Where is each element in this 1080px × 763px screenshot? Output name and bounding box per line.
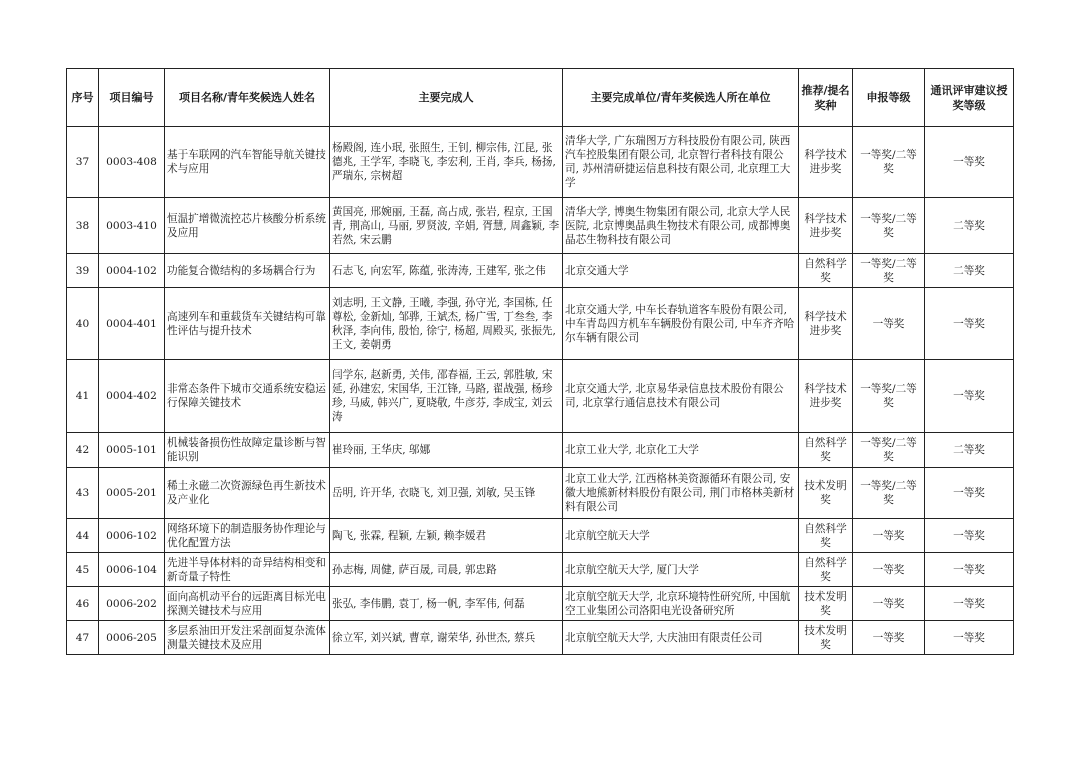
cell-name: 网络环境下的制造服务协作理论与优化配置方法 bbox=[165, 519, 330, 553]
award-table-sheet bbox=[66, 68, 1014, 655]
cell-people: 石志飞, 向宏军, 陈蕴, 张涛涛, 王建军, 张之伟 bbox=[330, 254, 563, 288]
cell-name: 面向高机动平台的远距离目标光电探测关键技术与应用 bbox=[165, 587, 330, 621]
cell-people: 张弘, 李伟鹏, 袁丁, 杨一帆, 李军伟, 何磊 bbox=[330, 587, 563, 621]
table-row bbox=[67, 254, 1014, 288]
cell-code: 0005-101 bbox=[99, 433, 165, 468]
cell-people: 岳明, 许开华, 衣晓飞, 刘卫强, 刘敏, 吴玉锋 bbox=[330, 468, 563, 519]
table-row bbox=[67, 288, 1014, 360]
cell-units: 北京航空航天大学 bbox=[563, 519, 799, 553]
table-row bbox=[67, 360, 1014, 433]
cell-suggested-level: 一等奖 bbox=[925, 360, 1014, 433]
header-cell-code: 项目编号 bbox=[99, 69, 165, 127]
cell-suggested-level: 一等奖 bbox=[925, 519, 1014, 553]
cell-level: 一等奖 bbox=[853, 519, 925, 553]
cell-suggested-level: 一等奖 bbox=[925, 288, 1014, 360]
cell-people: 杨殿阁, 连小珉, 张照生, 王钊, 柳宗伟, 江昆, 张德兆, 王学军, 李晓飞, 李宏利, 王肖, 李兵, 杨扬, 严瑞东, 宗树超 bbox=[330, 127, 563, 198]
table-row bbox=[67, 127, 1014, 198]
cell-serial: 45 bbox=[67, 553, 99, 587]
cell-award-type: 技术发明奖 bbox=[799, 468, 853, 519]
cell-people: 孙志梅, 周健, 萨百晟, 司晨, 郭忠路 bbox=[330, 553, 563, 587]
cell-award-type: 技术发明奖 bbox=[799, 587, 853, 621]
cell-people: 崔玲丽, 王华庆, 邬娜 bbox=[330, 433, 563, 468]
cell-name: 多层系油田开发注采剖面复杂流体测量关键技术及应用 bbox=[165, 621, 330, 655]
table-row bbox=[67, 621, 1014, 655]
header-cell-level: 申报等级 bbox=[853, 69, 925, 127]
cell-level: 一等奖 bbox=[853, 587, 925, 621]
cell-serial: 38 bbox=[67, 198, 99, 254]
cell-units: 北京交通大学, 中车长春轨道客车股份有限公司, 中车青岛四方机车车辆股份有限公司, 中车齐齐哈尔车辆有限公司 bbox=[563, 288, 799, 360]
cell-units: 北京工业大学, 北京化工大学 bbox=[563, 433, 799, 468]
table-header-row bbox=[67, 69, 1014, 127]
cell-suggested-level: 一等奖 bbox=[925, 621, 1014, 655]
cell-units: 北京工业大学, 江西格林美资源循环有限公司, 安徽大地熊新材料股份有限公司, 荆门市格林美新材料有限公司 bbox=[563, 468, 799, 519]
cell-code: 0004-402 bbox=[99, 360, 165, 433]
cell-serial: 43 bbox=[67, 468, 99, 519]
cell-people: 徐立军, 刘兴斌, 曹章, 谢荣华, 孙世杰, 蔡兵 bbox=[330, 621, 563, 655]
award-table bbox=[66, 68, 1014, 655]
cell-code: 0006-205 bbox=[99, 621, 165, 655]
cell-level: 一等奖/二等奖 bbox=[853, 127, 925, 198]
header-cell-award-type: 推荐/提名奖种 bbox=[799, 69, 853, 127]
cell-suggested-level: 二等奖 bbox=[925, 433, 1014, 468]
cell-award-type: 自然科学奖 bbox=[799, 433, 853, 468]
cell-award-type: 技术发明奖 bbox=[799, 621, 853, 655]
cell-serial: 42 bbox=[67, 433, 99, 468]
cell-name: 非常态条件下城市交通系统安稳运行保障关键技术 bbox=[165, 360, 330, 433]
cell-suggested-level: 二等奖 bbox=[925, 254, 1014, 288]
cell-code: 0004-401 bbox=[99, 288, 165, 360]
table-row bbox=[67, 468, 1014, 519]
cell-code: 0003-410 bbox=[99, 198, 165, 254]
cell-suggested-level: 一等奖 bbox=[925, 587, 1014, 621]
header-cell-name: 项目名称/青年奖候选人姓名 bbox=[165, 69, 330, 127]
table-row bbox=[67, 433, 1014, 468]
cell-level: 一等奖/二等奖 bbox=[853, 360, 925, 433]
cell-name: 功能复合微结构的多场耦合行为 bbox=[165, 254, 330, 288]
cell-name: 高速列车和重载货车关键结构可靠性评估与提升技术 bbox=[165, 288, 330, 360]
cell-code: 0005-201 bbox=[99, 468, 165, 519]
cell-award-type: 科学技术进步奖 bbox=[799, 198, 853, 254]
table-row bbox=[67, 519, 1014, 553]
cell-people: 陶飞, 张霖, 程颖, 左颖, 赖李媛君 bbox=[330, 519, 563, 553]
table-row bbox=[67, 587, 1014, 621]
cell-name: 机械装备损伤性故障定量诊断与智能识别 bbox=[165, 433, 330, 468]
cell-suggested-level: 一等奖 bbox=[925, 468, 1014, 519]
cell-serial: 39 bbox=[67, 254, 99, 288]
cell-award-type: 自然科学奖 bbox=[799, 553, 853, 587]
table-row bbox=[67, 553, 1014, 587]
cell-code: 0006-102 bbox=[99, 519, 165, 553]
cell-name: 基于车联网的汽车智能导航关键技术与应用 bbox=[165, 127, 330, 198]
cell-units: 清华大学, 广东瑞图万方科技股份有限公司, 陕西汽车控股集团有限公司, 北京智行者科技有限公司, 苏州清研捷运信息科技有限公司, 北京理工大学 bbox=[563, 127, 799, 198]
cell-serial: 37 bbox=[67, 127, 99, 198]
cell-people: 闫学东, 赵新勇, 关伟, 邵春福, 王云, 郭胜敏, 宋延, 孙建宏, 宋国华, 王江锋, 马路, 翟战强, 杨珍珍, 马威, 韩兴广, 夏晓敬, 牛彦芬, 李成宝, 刘云涛 bbox=[330, 360, 563, 433]
cell-level: 一等奖/二等奖 bbox=[853, 198, 925, 254]
header-cell-units: 主要完成单位/青年奖候选人所在单位 bbox=[563, 69, 799, 127]
cell-units: 北京航空航天大学, 大庆油田有限责任公司 bbox=[563, 621, 799, 655]
cell-units: 清华大学, 博奥生物集团有限公司, 北京大学人民医院, 北京博奥晶典生物技术有限公司, 成都博奥晶芯生物科技有限公司 bbox=[563, 198, 799, 254]
cell-units: 北京交通大学, 北京易华录信息技术股份有限公司, 北京掌行通信息技术有限公司 bbox=[563, 360, 799, 433]
cell-units: 北京航空航天大学, 厦门大学 bbox=[563, 553, 799, 587]
cell-name: 先进半导体材料的奇异结构相变和新奇量子特性 bbox=[165, 553, 330, 587]
cell-award-type: 自然科学奖 bbox=[799, 519, 853, 553]
cell-serial: 44 bbox=[67, 519, 99, 553]
cell-suggested-level: 二等奖 bbox=[925, 198, 1014, 254]
header-cell-suggested-level: 通讯评审建议授奖等级 bbox=[925, 69, 1014, 127]
cell-level: 一等奖/二等奖 bbox=[853, 433, 925, 468]
cell-award-type: 科学技术进步奖 bbox=[799, 360, 853, 433]
cell-level: 一等奖/二等奖 bbox=[853, 468, 925, 519]
cell-serial: 41 bbox=[67, 360, 99, 433]
header-cell-people: 主要完成人 bbox=[330, 69, 563, 127]
cell-serial: 47 bbox=[67, 621, 99, 655]
cell-people: 黄国亮, 邢婉丽, 王磊, 高占成, 张岩, 程京, 王国青, 荆高山, 马丽, 罗贤波, 辛娟, 胥慧, 周鑫颖, 李若然, 宋云鹏 bbox=[330, 198, 563, 254]
cell-name: 稀土永磁二次资源绿色再生新技术及产业化 bbox=[165, 468, 330, 519]
cell-serial: 46 bbox=[67, 587, 99, 621]
cell-level: 一等奖 bbox=[853, 553, 925, 587]
cell-units: 北京交通大学 bbox=[563, 254, 799, 288]
cell-code: 0003-408 bbox=[99, 127, 165, 198]
cell-name: 恒温扩增微流控芯片核酸分析系统及应用 bbox=[165, 198, 330, 254]
cell-code: 0004-102 bbox=[99, 254, 165, 288]
cell-award-type: 科学技术进步奖 bbox=[799, 127, 853, 198]
cell-suggested-level: 一等奖 bbox=[925, 553, 1014, 587]
cell-award-type: 科学技术进步奖 bbox=[799, 288, 853, 360]
cell-suggested-level: 一等奖 bbox=[925, 127, 1014, 198]
cell-serial: 40 bbox=[67, 288, 99, 360]
cell-level: 一等奖 bbox=[853, 621, 925, 655]
cell-people: 刘志明, 王文静, 王曦, 李强, 孙守光, 李国栋, 任尊松, 金新灿, 邹骅, 王斌杰, 杨广雪, 丁叁叁, 李秋泽, 李向伟, 殷怡, 徐宁, 杨超, 周殿买, 张振先, 王文, 姜朝勇 bbox=[330, 288, 563, 360]
cell-code: 0006-104 bbox=[99, 553, 165, 587]
cell-code: 0006-202 bbox=[99, 587, 165, 621]
table-row bbox=[67, 198, 1014, 254]
cell-award-type: 自然科学奖 bbox=[799, 254, 853, 288]
header-cell-serial: 序号 bbox=[67, 69, 99, 127]
cell-level: 一等奖/二等奖 bbox=[853, 254, 925, 288]
cell-units: 北京航空航天大学, 北京环境特性研究所, 中国航空工业集团公司洛阳电光设备研究所 bbox=[563, 587, 799, 621]
cell-level: 一等奖 bbox=[853, 288, 925, 360]
